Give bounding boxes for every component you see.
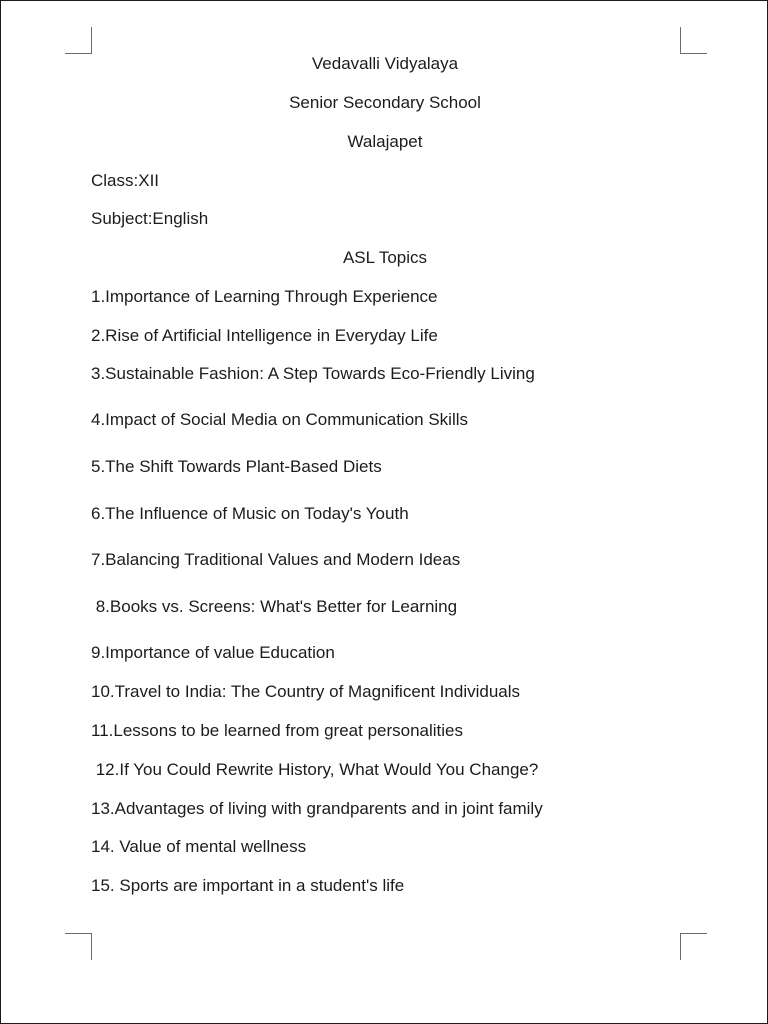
topic-item-6: 6.The Influence of Music on Today's Youth	[91, 504, 409, 523]
topic-item-2: 2.Rise of Artificial Intelligence in Everyday Life	[91, 326, 438, 345]
topic-item-15: 15. Sports are important in a student's life	[91, 876, 405, 895]
topic-item-12: 12.If You Could Rewrite History, What Would You Change?	[91, 760, 539, 779]
topic-item-4: 4.Impact of Social Media on Communication Skills	[91, 410, 468, 429]
list-title: ASL Topics	[342, 248, 428, 267]
school-name: Vedavalli Vidyalaya	[311, 54, 459, 73]
topic-item-5: 5.The Shift Towards Plant-Based Diets	[91, 457, 382, 476]
topic-item-7: 7.Balancing Traditional Values and Modern Ideas	[91, 550, 461, 569]
topic-item-14: 14. Value of mental wellness	[91, 837, 307, 856]
topic-item-3: 3.Sustainable Fashion: A Step Towards Eco-Friendly Living	[91, 364, 535, 383]
topic-item-1: 1.Importance of Learning Through Experience	[91, 287, 438, 306]
crop-mark-top-right	[680, 27, 707, 54]
crop-mark-top-left	[65, 27, 92, 54]
crop-mark-bottom-right	[680, 933, 707, 960]
school-location: Walajapet	[347, 132, 423, 151]
topic-item-8: 8.Books vs. Screens: What's Better for Learning	[91, 597, 458, 616]
crop-mark-bottom-left	[65, 933, 92, 960]
subject-label: Subject:English	[91, 209, 209, 228]
school-type: Senior Secondary School	[289, 93, 481, 112]
class-label: Class:XII	[91, 171, 160, 190]
topic-item-13: 13.Advantages of living with grandparents and in joint family	[91, 799, 543, 818]
topic-item-11: 11.Lessons to be learned from great personalities	[91, 721, 464, 740]
topic-item-9: 9.Importance of value Education	[91, 643, 335, 662]
topic-item-10: 10.Travel to India: The Country of Magnificent Individuals	[91, 682, 521, 701]
